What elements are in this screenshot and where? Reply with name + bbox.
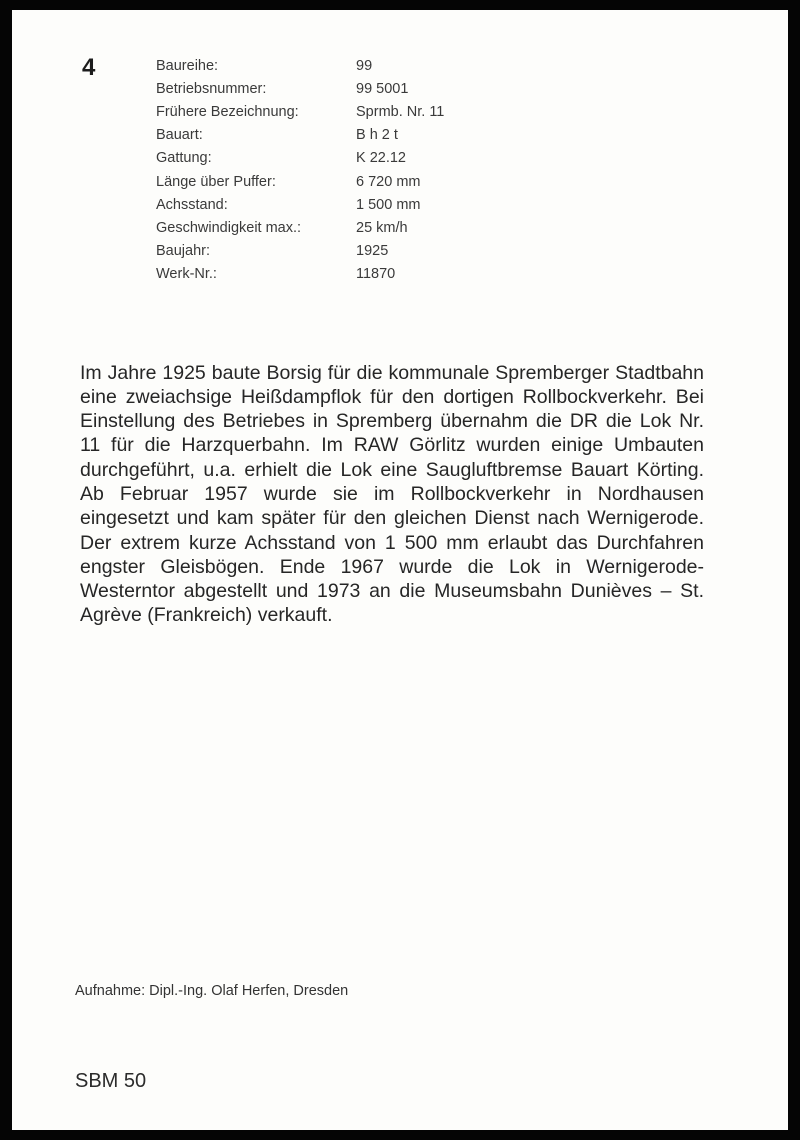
spec-row bbox=[156, 240, 444, 263]
spec-label: Geschwindigkeit max.: bbox=[156, 219, 302, 236]
spec-row bbox=[156, 193, 444, 216]
spec-row bbox=[156, 100, 444, 123]
spec-value: Sprmb. Nr. 11 bbox=[356, 103, 445, 120]
spec-row bbox=[156, 77, 444, 100]
spec-label: Frühere Bezeichnung: bbox=[156, 103, 299, 120]
spec-row bbox=[156, 147, 444, 170]
spec-label: Länge über Puffer: bbox=[156, 173, 276, 190]
spec-row bbox=[156, 216, 444, 239]
spec-value: 1 500 mm bbox=[356, 196, 421, 213]
spec-value: 99 5001 bbox=[356, 80, 409, 97]
spec-label: Baureihe: bbox=[156, 57, 219, 74]
spec-label: Bauart: bbox=[156, 127, 203, 144]
spec-label: Gattung: bbox=[156, 150, 212, 167]
description-text: Im Jahre 1925 baute Borsig für die kommunale Spremberger Stadtbahn eine zweiachsige Heißdampflok für den dortigen Rollbockverkehr. Bei Einstellung des Betriebes in Spremberg übernahm die DR die Lok Nr. 11 für die Harzquerbahn. Im RAW Görlitz wurden einige Umbauten durchgeführt, u.a. erhielt die Lok eine Saugluftbremse Bauart Körting. Ab Februar 1957 wurde sie im Rollbockverkehr in Nordhausen eingesetzt und kam später für den gleichen Dienst nach Wernigerode. Der extrem kurze Achsstand von 1 500 mm erlaubt das Durchfahren engster Gleisbögen. Ende 1967 wurde die Lok in Wernigerode-Westerntor abgestellt und 1973 an die Museumsbahn Dunièves – St. Agrève (Frankreich) verkauft. bbox=[80, 361, 704, 627]
spec-row bbox=[156, 170, 444, 193]
spec-value: 25 km/h bbox=[356, 219, 408, 236]
photo-credit: Aufnahme: Dipl.-Ing. Olaf Herfen, Dresden bbox=[75, 983, 349, 999]
spec-value: 1925 bbox=[356, 243, 389, 260]
spec-label: Werk-Nr.: bbox=[156, 266, 217, 283]
spec-label: Achsstand: bbox=[156, 196, 228, 213]
spec-value: K 22.12 bbox=[356, 150, 406, 167]
spec-value: 99 bbox=[356, 57, 373, 74]
series-code: SBM 50 bbox=[75, 1070, 147, 1092]
spec-row bbox=[156, 263, 444, 286]
card-number: 4 bbox=[82, 54, 96, 81]
postcard-back bbox=[12, 10, 788, 1130]
spec-label: Baujahr: bbox=[156, 243, 211, 260]
spec-value: 11870 bbox=[356, 266, 396, 283]
spec-label: Betriebsnummer: bbox=[156, 80, 267, 97]
spec-value: 6 720 mm bbox=[356, 173, 421, 190]
spec-value: B h 2 t bbox=[356, 127, 398, 144]
spec-table bbox=[156, 54, 444, 286]
spec-row bbox=[156, 54, 444, 77]
spec-row bbox=[156, 124, 444, 147]
